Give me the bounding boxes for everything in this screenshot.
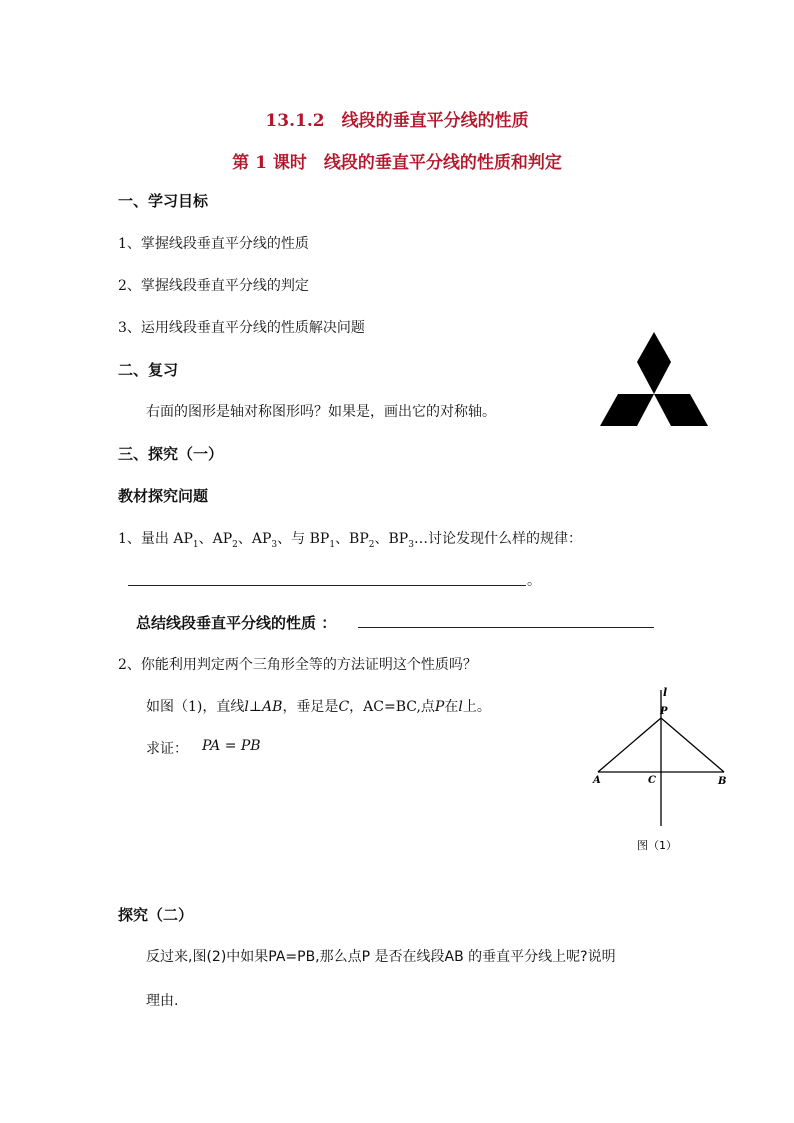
heading-review: 二、复习 (118, 361, 179, 379)
answer-blank-1[interactable] (128, 585, 526, 586)
title-lesson: 第 1 课时 线段的垂直平分线的性质和判定 (232, 153, 562, 173)
diamond-right (654, 394, 708, 426)
label-a: A (593, 775, 601, 786)
label-b: B (718, 776, 727, 787)
question-2: 2、你能利用判定两个三角形全等的方法证明这个性质吗？ (118, 657, 477, 673)
label-p: P (660, 706, 668, 717)
review-question: 右面的图形是轴对称图形吗？如果是，画出它的对称轴。 (146, 404, 496, 420)
question-1: 1、量出 $AP_1$、$AP_2$、$AP_3$、与 $BP_1$、$BP_2$、$BP_3\dots$讨论发现什么样的规律： (118, 531, 582, 550)
prove-label: 求证： (146, 741, 188, 757)
segment-pa (598, 718, 661, 772)
summary-label: 总结线段垂直平分线的性质 ： (136, 614, 337, 632)
explore-2-line-1: 反过来,图(2)中如果PA=PB,那么点P 是否在线段AB 的垂直平分线上呢?说明 (146, 949, 616, 965)
three-diamond-figure (598, 330, 710, 428)
segment-pb (661, 718, 724, 772)
title-section: 13.1.2 线段的垂直平分线的性质 (265, 111, 529, 131)
label-l: l (663, 686, 668, 699)
prove-expression: PA = PB (202, 738, 261, 754)
given-statement: 如图（1)，直线l⊥AB，垂足是C，AC=BC,点P在l上。 (146, 699, 491, 715)
summary-blank[interactable] (358, 627, 654, 628)
heading-objectives: 一、学习目标 (118, 192, 209, 210)
objective-1: 1、掌握线段垂直平分线的性质 (118, 236, 309, 252)
explore-2-line-2: 理由. (146, 993, 179, 1009)
blank-period: 。 (527, 573, 541, 589)
diamond-top (637, 332, 671, 394)
figure-1 (588, 684, 738, 854)
subheading-textbook: 教材探究问题 (118, 487, 209, 505)
label-c: C (648, 775, 656, 786)
diamond-left (600, 394, 654, 426)
objective-3: 3、运用线段垂直平分线的性质解决问题 (118, 320, 365, 336)
figure-1-caption: 图（1） (637, 839, 677, 852)
heading-explore-2: 探究（二） (118, 906, 194, 924)
objective-2: 2、掌握线段垂直平分线的判定 (118, 278, 309, 294)
heading-explore-1: 三、探究（一） (118, 445, 224, 463)
